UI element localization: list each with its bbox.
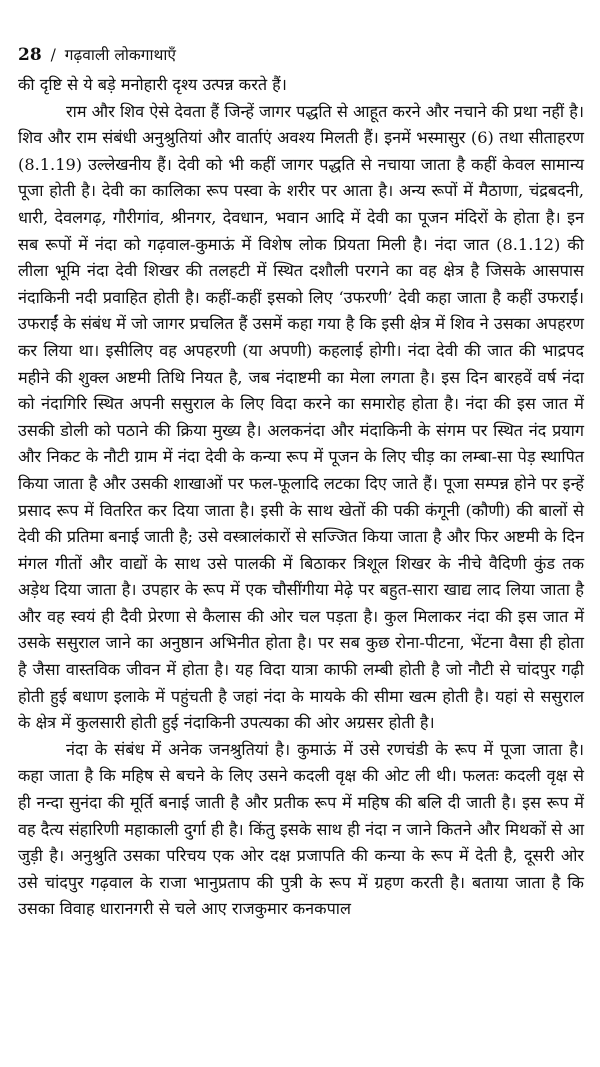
book-title: गढ़वाली लोकगाथाएँ — [64, 46, 176, 64]
header-separator: / — [50, 46, 56, 64]
paragraph-continuation: की दृष्टि से ये बड़े मनोहारी दृश्य उत्पन्न करते हैं। — [18, 75, 287, 94]
paragraph-ram-shiv-nanda: राम और शिव ऐसे देवता हैं जिन्हें जागर पद्धति से आहूत करने और नचाने की प्रथा नहीं है। शिव और राम संबंधी अनुश्रुतियां और वार्ताएं अवश्य मिलती हैं। इनमें भस्मासुर (6) तथा सीताहरण (8.1.19) उल्लेखनीय हैं। देवी को भी कहीं जागर पद्धति से नचाया जाता है कहीं केवल सामान्य पूजा होती है। देवी का कालिका रूप पस्वा के शरीर पर आता है। अन्य रूपों में मैठाणा, चंद्रबदनी, धारी, देवलगढ़, गौरीगांव, श्रीनगर, देवधान, भवान आदि में देवी का पूजन मंदिरों के होता है। इन सब रूपों में नंदा को गढ़वाल-कुमाऊं में विशेष लोक प्रियता मिली है। नंदा जात (8.1.12) की लीला भूमि नंदा देवी शिखर की तलहटी में स्थित दशौली परगने का वह क्षेत्र है जिसके आसपास नंदाकिनी नदी प्रवाहित होती है। कहीं-कहीं इसको लिए ‘उफरणी’ देवी कहा जाता है कहीं उफराईं। उफराईं के संबंध में जो जागर प्रचलित हैं उसमें कहा गया है कि इसी क्षेत्र में शिव ने उसका अपहरण कर लिया था। इसीलिए वह अपहरणी (या अपणी) कहलाई होगी। नंदा देवी की जात की भाद्रपद महीने की शुक्ल अष्टमी तिथि नियत है, जब नंदाष्टमी का मेला लगता है। इस दिन बारहवें वर्ष नंदा को नंदागिरि स्थित अपनी ससुराल के लिए विदा करने का समारोह होता है। नंदा की इस जात में उसकी डोली को पठाने की क्रिया मुख्य है। अलकनंदा और मंदाकिनी के संगम पर स्थित नंद प्रयाग और निकट के नौटी ग्राम में नंदा देवी के कन्या रूप में पूजन के लिए चीड़ का लम्बा-सा पेड़ स्थापित किया जाता है और उसकी शाखाओं पर फल-फूलादि लटका दिए जाते हैं। पूजा सम्पन्न होने पर इन्हें प्रसाद रूप में वितरित कर दिया जाता है। इसी के साथ खेतों की पकी कंगूनी (कौणी) की बालों से देवी की प्रतिमा बनाई जाती है; उसे वस्त्रालंकारों से सज्जित किया जाता है और फिर अष्टमी के दिन मंगल गीतों और वाद्यों के साथ उसे पालकी में बिठाकर त्रिशूल शिखर के नीचे वैदिणी कुंड तक अड़ेथ दिया जाता है। उपहार के रूप में एक चौसींगीया मेढ़े पर बहुत-सारा खाद्य लाद लिया जाता है और वह स्वयं ही दैवी प्रेरणा से कैलास की ओर चल पड़ता है। कुल मिलाकर नंदा की इस जात में उसके ससुराल जाने का अनुष्ठान अभिनीत होता है। पर सब कुछ रोना-पीटना, भेंटना वैसा ही होता है जैसा वास्तविक जीवन में होता है। यह विदा यात्रा काफी लम्बी होती है जो नौटी से चांदपुर गढ़ी होती हुई बधाण इलाके में पहुंचती है जहां नंदा के मायके की सीमा खत्म होती है। यहां से ससुराल के क्षेत्र में कुलसारी होती हुई नंदाकिनी उपत्यका की ओर अग्रसर होती है। — [18, 101, 584, 733]
page-number: 28 — [18, 45, 42, 65]
paragraph-nanda-legends: नंदा के संबंध में अनेक जनश्रुतियां है। कुमाऊं में उसे रणचंडी के रूप में पूजा जाता है। कहा जाता है कि महिष से बचने के लिए उसने कदली वृक्ष की ओट ली थी। फलतः कदली वृक्ष से ही नन्दा सुनंदा की मूर्ति बनाई जाती है और प्रतीक रूप में महिष की बलि दी जाती है। इस रूप में वह दैत्य संहारिणी महाकाली दुर्गा ही है। किंतु इसके साथ ही नंदा न जाने कितने और मिथकों से आ जुड़ी है। अनुश्रुति उसका परिचय एक ओर दक्ष प्रजापति की कन्या के रूप में देती है, दूसरी ओर उसे चांदपुर गढ़वाल के राजा भानुप्रताप की पुत्री के रूप में ग्रहण करती है। बताया जाता है कि उसका विवाह धारानगरी से चले आए राजकुमार कनकपाल — [18, 739, 584, 919]
page-body — [18, 72, 584, 923]
page-header — [18, 44, 584, 72]
